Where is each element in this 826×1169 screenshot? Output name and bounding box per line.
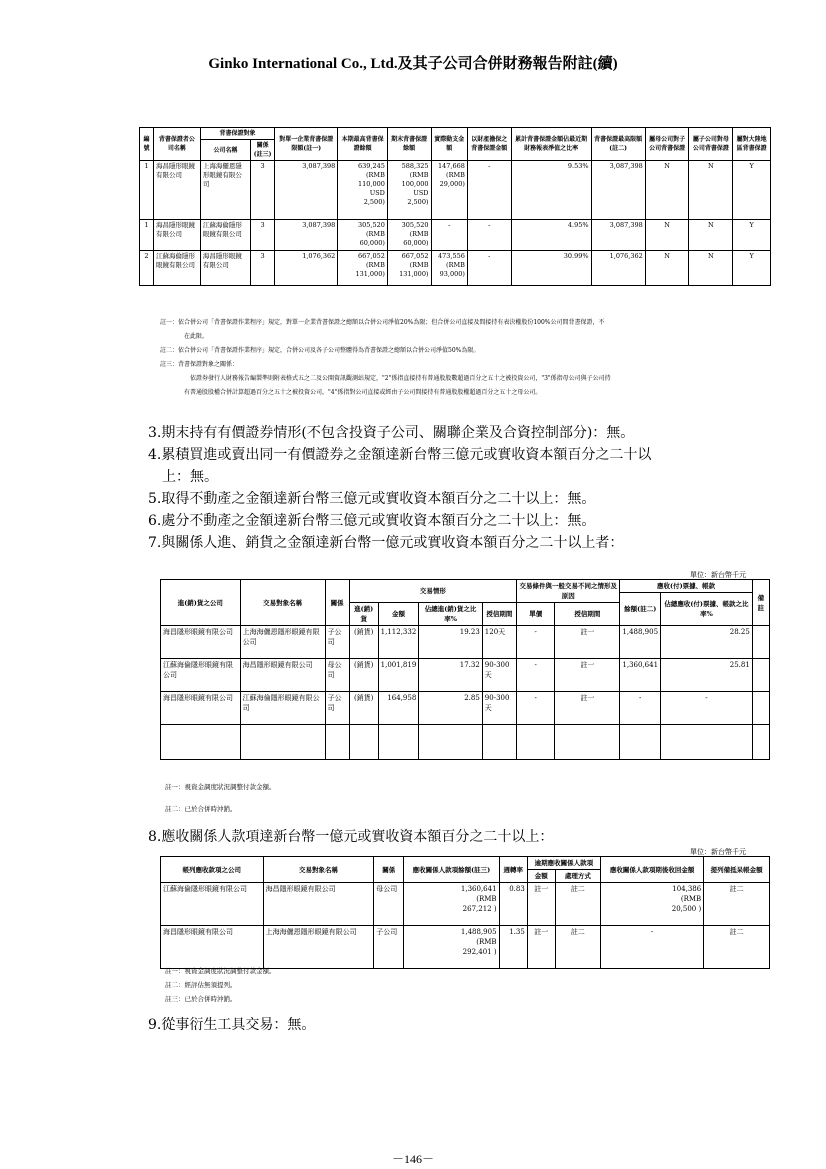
col-header: 交易情形: [349, 580, 516, 603]
cell: N: [645, 161, 689, 220]
cell: 子公司: [325, 692, 349, 725]
col-header: 提列備抵呆帳金額: [704, 857, 770, 883]
col-header: 關係: [325, 580, 349, 626]
cell: 28.25: [661, 626, 753, 659]
table-row: [140, 161, 771, 220]
col-header: 佔總應收(付)票據、帳款之比率%: [661, 593, 753, 626]
cell: 註一: [527, 926, 555, 969]
cell: 註二: [555, 926, 600, 969]
cell: (銷貨): [349, 659, 378, 692]
table-row: [161, 883, 770, 926]
item-8: 8.應收關係人款項達新台幣一億元或實收資本額百分之二十以上：: [148, 829, 554, 845]
col-header: 本期最高背書保證餘額: [338, 128, 388, 161]
cell: [517, 725, 555, 760]
cell: [419, 725, 483, 760]
cell: 3: [251, 161, 275, 220]
cell: 江蘇海倫隱形眼鏡有限公司: [161, 883, 264, 926]
cell: 4.95%: [511, 220, 591, 251]
table-row: [140, 220, 771, 251]
col-header: 交易對象名稱: [240, 580, 325, 626]
cell: 1,112,332: [378, 626, 419, 659]
cell: 註一: [555, 626, 620, 659]
cell: [620, 725, 661, 760]
col-header: 屬子公司對母公司背書保證: [689, 128, 733, 161]
cell: 1: [140, 220, 154, 251]
cell: 164,958: [378, 692, 419, 725]
cell: 1,076,362: [275, 251, 338, 286]
cell: 母公司: [325, 659, 349, 692]
unit-label: 單位：新台幣千元: [690, 571, 746, 579]
cell: 3: [251, 220, 275, 251]
cell: 3,087,398: [275, 161, 338, 220]
cell: 19.23: [419, 626, 483, 659]
cell: [555, 725, 620, 760]
cell: -: [431, 220, 467, 251]
cell: 588,325 (RMB 100,000 USD 2,500): [387, 161, 431, 220]
note-line: 註一：視資金調度狀況調整付款金額。: [165, 967, 276, 975]
note-line: 註一：依合併公司「背書保證作業程序」規定，對單一企業背書保證之總額以合併公司淨值20%為限；但合併公司直接及間接持有表決權股份100%公司間背書保證，不: [160, 319, 605, 326]
note-line: 依證券發行人財務報告編製準則附表格式五之二及公開資訊觀測站規定，"2"係指直接持有普通股股數超過百分之五十之被投資公司，"3"係指母公司與子公司持: [190, 375, 611, 382]
cell: 90-300天: [482, 692, 516, 725]
cell: 2.85: [419, 692, 483, 725]
table-row: [161, 692, 770, 725]
cell: 1,076,362: [591, 251, 645, 286]
cell: 30.99%: [511, 251, 591, 286]
cell: 1.35: [499, 926, 527, 969]
col-header: 金額: [378, 603, 419, 626]
cell: 1,001,819: [378, 659, 419, 692]
cell: [325, 725, 349, 760]
col-header: 屬母公司對子公司背書保證: [645, 128, 689, 161]
col-header: 餘額(註二): [620, 593, 661, 626]
col-header: 週轉率: [499, 857, 527, 883]
cell: [378, 725, 419, 760]
cell: 17.32: [419, 659, 483, 692]
cell: [161, 725, 241, 760]
cell: N: [645, 220, 689, 251]
cell: 1,360,641: [620, 659, 661, 692]
cell: 註一: [555, 692, 620, 725]
cell: 海昌隱形眼鏡有限公司: [161, 692, 241, 725]
item-4: 4.累積買進或賣出同一有價證券之金額達新台幣三億元或實收資本額百分之二十以: [148, 447, 652, 463]
col-header: 帳列應收款項之公司: [161, 857, 264, 883]
table-row: [161, 725, 770, 760]
col-header: 進(銷)貨: [349, 603, 378, 626]
table-row: [161, 926, 770, 969]
table-row: [161, 659, 770, 692]
cell: Y: [733, 220, 771, 251]
cell: [661, 725, 753, 760]
cell: 海昌隱形眼鏡有限公司: [153, 220, 200, 251]
cell: N: [689, 220, 733, 251]
page-title: Ginko International Co., Ltd.及其子公司合併財務報告附註(續): [208, 56, 618, 72]
cell: N: [689, 251, 733, 286]
cell: -: [620, 692, 661, 725]
cell: [752, 659, 769, 692]
item-5: 5.取得不動產之金額達新台幣三億元或實收資本額百分之二十以上：無。: [148, 491, 596, 507]
table-header-row: [161, 857, 770, 870]
note-line: 註一：視資金調度狀況調整付款金額。: [165, 783, 276, 791]
cell: 子公司: [374, 926, 404, 969]
col-header: 交易條件與一般交易不同之情形及原因: [517, 580, 620, 603]
table-row: [140, 251, 771, 286]
cell: 海昌隱形眼鏡有限公司: [161, 626, 241, 659]
related-sales-table: [160, 579, 770, 760]
page-number: －146－: [391, 1152, 434, 1166]
item-4-cont: 上：無。: [162, 469, 218, 485]
unit-label: 單位：新台幣千元: [690, 848, 746, 856]
col-header: 期末背書保證餘額: [387, 128, 431, 161]
cell: 0.83: [499, 883, 527, 926]
cell: [349, 725, 378, 760]
disclosure-item-9: [148, 1014, 788, 1036]
cell: 667,052 (RMB 131,000): [338, 251, 388, 286]
col-header: 處理方式: [555, 870, 600, 883]
cell: (銷貨): [349, 626, 378, 659]
cell: Y: [733, 161, 771, 220]
col-header: 應收關係人款項餘額(註三): [404, 857, 499, 883]
cell: 母公司: [374, 883, 404, 926]
col-header: 單價: [517, 603, 555, 626]
cell: 海昌隱形眼鏡有限公司: [263, 883, 374, 926]
col-header: 授信期間: [482, 603, 516, 626]
col-header: 編號: [140, 128, 154, 161]
col-header: 應收(付)票據、帳款: [620, 580, 752, 593]
cell: [752, 626, 769, 659]
col-header: 關係(註三): [251, 140, 275, 161]
table-row: [161, 626, 770, 659]
table-header-row: [140, 128, 771, 140]
cell: 120天: [482, 626, 516, 659]
cell: 子公司: [325, 626, 349, 659]
cell: 473,556 (RMB 93,000): [431, 251, 467, 286]
cell: -: [601, 926, 704, 969]
cell: 3,087,398: [275, 220, 338, 251]
cell: 上海海儷恩隱形眼鏡有限公司: [200, 161, 250, 220]
col-header: 佔總進(銷)貨之比率%: [419, 603, 483, 626]
cell: -: [661, 692, 753, 725]
col-header: 應收關係人款項期後收回金額: [601, 857, 704, 883]
col-header: 背書保證最高限額(註二): [591, 128, 645, 161]
col-header: 以財產擔保之背書保證金額: [467, 128, 511, 161]
cell: 江蘇海倫隱形眼鏡有限公司: [200, 220, 250, 251]
cell: N: [689, 161, 733, 220]
cell: 註二: [704, 883, 770, 926]
col-header: 背書保證者公司名稱: [153, 128, 200, 161]
col-header: 對單一企業背書保證限額(註一): [275, 128, 338, 161]
cell: 3,087,398: [591, 220, 645, 251]
note-line: 註三：已於合併時沖銷。: [165, 995, 237, 1003]
col-header: 金額: [527, 870, 555, 883]
cell: 海昌隱形眼鏡有限公司: [240, 659, 325, 692]
note-line: 註二：經評估無須提列。: [165, 981, 237, 989]
receivable-notes: [165, 966, 276, 1004]
cell: 25.81: [661, 659, 753, 692]
col-header: 關係: [374, 857, 404, 883]
cell: 海昌隱形眼鏡有限公司: [200, 251, 250, 286]
note-line: 在此限。: [184, 333, 209, 340]
cell: -: [467, 161, 511, 220]
col-header: 交易對象名稱: [263, 857, 374, 883]
cell: 註二: [704, 926, 770, 969]
cell: [240, 725, 325, 760]
cell: 147,668 (RMB 29,000): [431, 161, 467, 220]
cell: Y: [733, 251, 771, 286]
related-receivables-table: [160, 856, 770, 969]
disclosure-items: [148, 422, 788, 554]
cell: 註二: [555, 883, 600, 926]
col-header: 公司名稱: [200, 140, 250, 161]
cell: -: [517, 692, 555, 725]
cell: [482, 725, 516, 760]
cell: 3,087,398: [591, 161, 645, 220]
cell: 1,488,905: [620, 626, 661, 659]
note-line: 註二：依合併公司「背書保證作業程序」規定，合併公司及各子公司整體得為背書保證之總額以合併公司淨值50%為限。: [160, 347, 480, 354]
cell: 3: [251, 251, 275, 286]
cell: 海昌隱形眼鏡有限公司: [153, 161, 200, 220]
cell: 江蘇海倫隱形眼鏡有限公司: [240, 692, 325, 725]
cell: [752, 725, 769, 760]
note-line: 有普通股股權合併計算超過百分之五十之被投資公司，"4"係指對公司直接或經由子公司間接持有普通股股權超過百分之五十之母公司。: [184, 389, 542, 396]
cell: 江蘇海倫隱形眼鏡有限公司: [161, 659, 241, 692]
cell: -: [517, 659, 555, 692]
cell: 海昌隱形眼鏡有限公司: [161, 926, 264, 969]
col-header: 背書保證對象: [200, 128, 274, 140]
cell: 305,520 (RMB 60,000): [338, 220, 388, 251]
cell: 1,360,641 (RMB 267,212 ): [404, 883, 499, 926]
cell: 639,245 (RMB 110,000 USD 2,500): [338, 161, 388, 220]
cell: 667,052 (RMB 131,000): [387, 251, 431, 286]
cell: 註一: [527, 883, 555, 926]
guarantee-table: [139, 127, 771, 286]
item-6: 6.處分不動產之金額達新台幣三億元或實收資本額百分之二十以上：無。: [148, 513, 596, 529]
cell: 90-300天: [482, 659, 516, 692]
item-7: 7.與關係人進、銷貨之金額達新台幣一億元或實收資本額百分之二十以上者：: [148, 535, 624, 551]
cell: -: [467, 251, 511, 286]
disclosure-item-8: [148, 826, 788, 848]
cell: 1,488,905 (RMB 292,401 ): [404, 926, 499, 969]
guarantee-notes: [160, 318, 775, 402]
cell: -: [467, 220, 511, 251]
cell: [752, 692, 769, 725]
item-9: 9.從事衍生工具交易：無。: [148, 1017, 316, 1033]
cell: 104,386 (RMB 20,500 ): [601, 883, 704, 926]
col-header: 進(銷)貨之公司: [161, 580, 241, 626]
cell: 305,520 (RMB 60,000): [387, 220, 431, 251]
col-header: 備註: [752, 580, 769, 626]
cell: 9.53%: [511, 161, 591, 220]
col-header: 授信期間: [555, 603, 620, 626]
note-line: 註二：已於合併時沖銷。: [165, 805, 237, 813]
table-header-row: [161, 580, 770, 593]
col-header: 實際動支金額: [431, 128, 467, 161]
item-3: 3.期末持有有價證券情形(不包含投資子公司、關聯企業及合資控制部分)：無。: [148, 425, 635, 441]
cell: (銷貨): [349, 692, 378, 725]
cell: 上海海儷恩隱形眼鏡有限公司: [263, 926, 374, 969]
cell: 1: [140, 161, 154, 220]
cell: 註一: [555, 659, 620, 692]
cell: 上海海儷恩隱形眼鏡有限公司: [240, 626, 325, 659]
cell: 江蘇海倫隱形眼鏡有限公司: [153, 251, 200, 286]
col-header: 屬對大陸地區背書保證: [733, 128, 771, 161]
col-header: 逾期應收關係人款項: [527, 857, 600, 870]
note-line: 註三：背書保證對象之關係：: [160, 361, 239, 368]
cell: N: [645, 251, 689, 286]
col-header: 累計背書保證金額佔最近期財務報表淨值之比率: [511, 128, 591, 161]
cell: 2: [140, 251, 154, 286]
sales-notes: [165, 782, 276, 814]
cell: -: [517, 626, 555, 659]
